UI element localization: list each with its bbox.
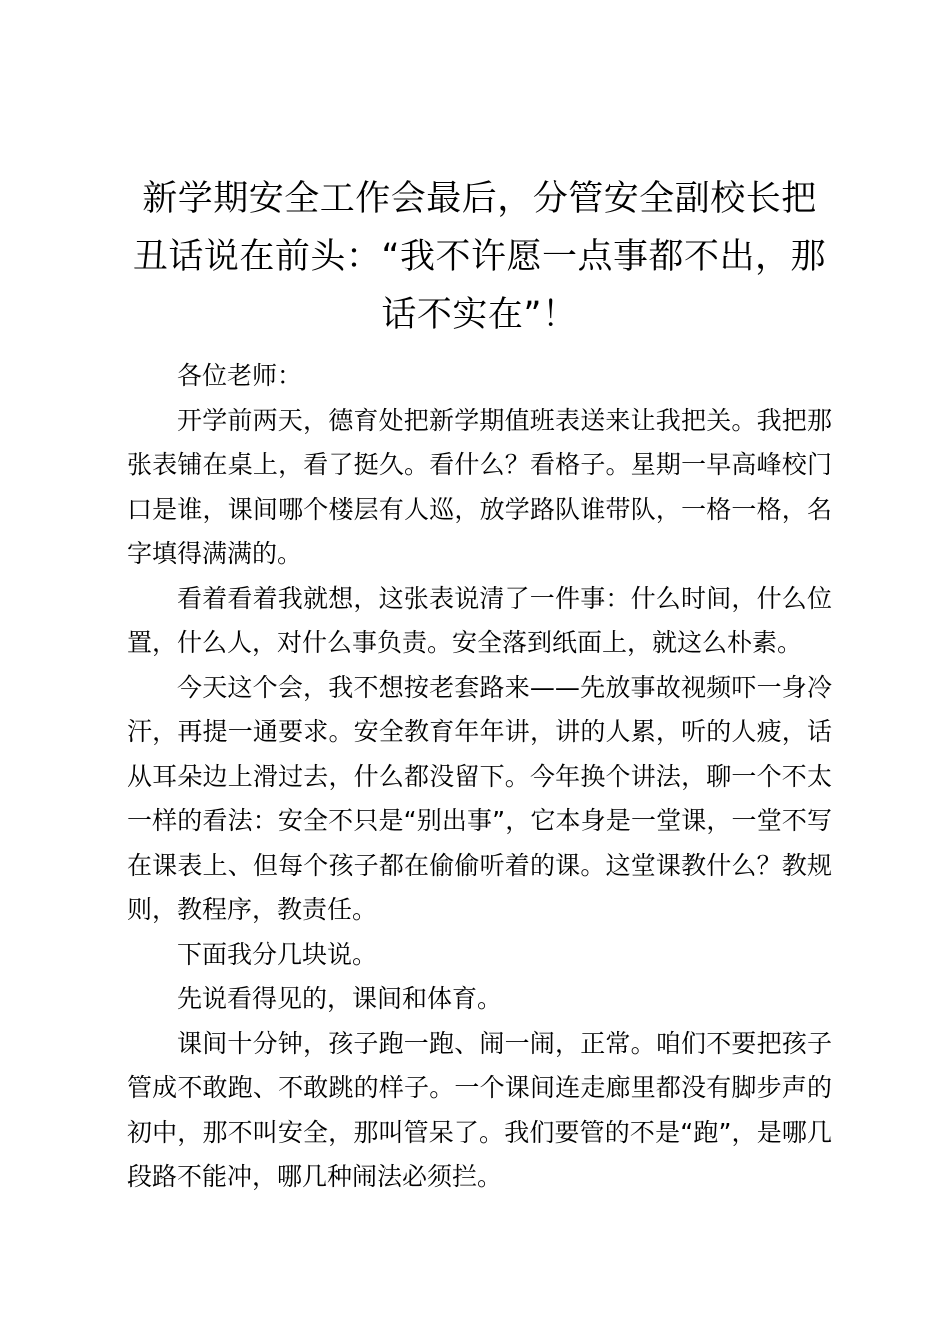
salutation: 各位老师： [177,361,303,390]
paragraph: 看着看着我就想，这张表说清了一件事：什么时间，什么位置，什么人，对什么事负责。安全落到纸面上，就这么朴素。 [127,583,832,657]
document-page [127,170,832,1200]
paragraph: 开学前两天，德育处把新学期值班表送来让我把关。我把那张表铺在桌上，看了挺久。看什么？看格子。星期一早高峰校门口是谁，课间哪个楼层有人巡，放学路队谁带队，一格一格，名字填得满满的。 [127,405,832,568]
document-title: 新学期安全工作会最后，分管安全副校长把丑话说在前头：“我不许愿一点事都不出，那话不实在”！ [132,179,827,335]
paragraph: 课间十分钟，孩子跑一跑、闹一闹，正常。咱们不要把孩子管成不敢跑、不敢跳的样子。一个课间连走廊里都没有脚步声的初中，那不叫安全，那叫管呆了。我们要管的不是“跑”，是哪几段路不能冲，哪几种闹法必须拦。 [127,1028,832,1191]
paragraph: 今天这个会，我不想按老套路来——先放事故视频吓一身冷汗，再提一通要求。安全教育年年讲，讲的人累，听的人疲，话从耳朵边上滑过去，什么都没留下。今年换个讲法，聊一个不太一样的看法：安全不只是“别出事”，它本身是一堂课，一堂不写在课表上、但每个孩子都在偷偷听着的课。这堂课教什么？教规则，教程序，教责任。 [127,672,832,924]
paragraph: 下面我分几块说。 [177,939,378,969]
document-body [127,354,832,1200]
section-heading: 先说看得见的，课间和体育。 [177,984,503,1013]
